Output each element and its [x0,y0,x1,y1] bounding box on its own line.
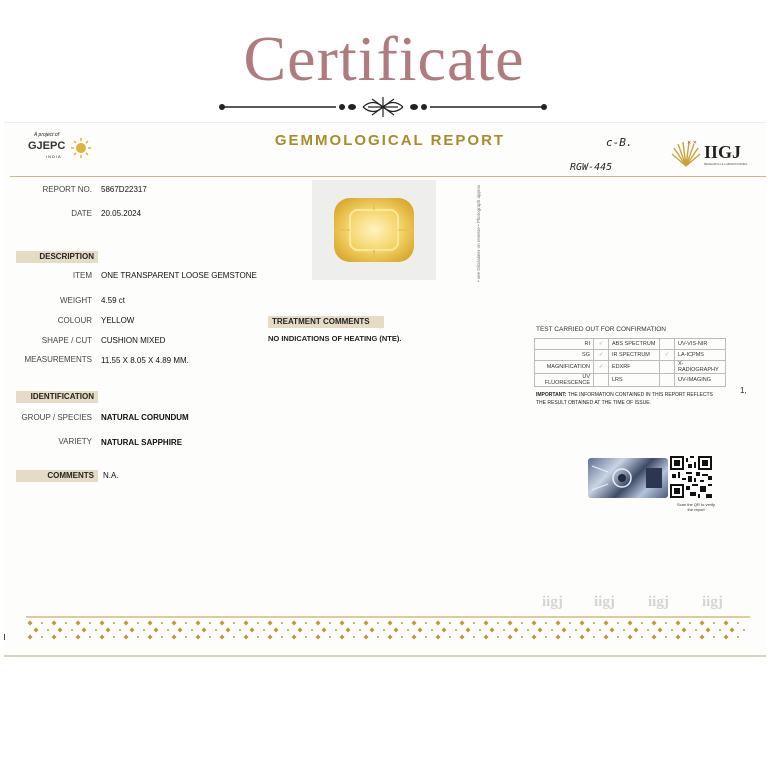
treatment-value: NO INDICATIONS OF HEATING (NTE). [268,334,402,343]
hologram-pattern-icon [588,458,668,498]
item-value: ONE TRANSPARENT LOOSE GEMSTONE [101,271,257,280]
handwritten-note-2: RGW-445 [570,162,613,173]
report-date: 20.05.2024 [101,209,142,218]
shape-cut-value: CUSHION MIXED [101,336,166,345]
side-mark: 1, [740,386,747,395]
watermark-iigj: iigj [648,594,669,610]
iigj-sunburst-icon [670,138,702,168]
tests-heading: TEST CARRIED OUT FOR CONFIRMATION [536,326,667,333]
comments-value: N.A. [103,471,119,480]
photo-disclaimer: • see Disclaimer on reverse • Photograph approx [476,184,481,282]
measurements-label: MEASUREMENTS [24,355,92,364]
colour-value: YELLOW [101,316,135,325]
colour-label: COLOUR [57,316,92,325]
iigj-logo [670,136,750,172]
edge-mark [4,634,5,640]
item-label: ITEM [72,271,92,280]
watermark-iigj: iigj [702,594,723,610]
watermark-iigj: iigj [594,594,615,610]
weight-label: WEIGHT [60,296,92,305]
tests-table [534,338,726,387]
header-rule [10,176,766,177]
gold-border-pattern [26,616,750,642]
table-row: MAGNIFICATION ✓ EDXRF X-RADIOGRAPHY [535,361,726,374]
important-notice: IMPORTANT: THE INFORMATION CONTAINED IN THIS REPORT REFLECTS THE RESULT OBTAINED AT THE TIME OF ISSUE. [536,392,713,406]
report-number: 5867D22317 [101,185,147,194]
hologram-seal [588,458,668,498]
group-species-value: NATURAL CORUNDUM [101,413,189,422]
yellow-sapphire-image [312,180,436,280]
qr-code-icon[interactable] [670,456,712,498]
treatment-heading: TREATMENT COMMENTS [268,316,384,328]
gjepc-country: INDIA [46,154,62,159]
variety-label: VARIETY [58,437,92,446]
weight-value: 4.59 ct [101,296,126,305]
qr-caption: Scan the QR to verify the report [676,502,715,512]
description-heading: DESCRIPTION [16,251,98,263]
report-number-label: REPORT NO. [42,185,92,194]
certificate-title: Certificate [243,23,525,94]
handwritten-note-1: c-B. [606,136,633,149]
iigj-subtitle: RESEARCH & LABORATORIES [704,162,748,166]
svg-text:✕ ✕: ✕ ✕ [687,140,697,146]
table-row: RI ✓ ABS SPECTRUM UV-VIS-NIR [535,339,726,350]
gemstone-photo [312,180,436,280]
comments-heading: COMMENTS [16,470,98,482]
measurements-value: 11.55 X 8.05 X 4.89 MM. [101,356,189,365]
watermark-iigj: iigj [542,594,563,610]
variety-value: NATURAL SAPPHIRE [101,438,183,447]
date-label: DATE [71,209,92,218]
ornamental-divider [218,96,548,118]
identification-heading: IDENTIFICATION [16,391,98,403]
iigj-wordmark: IIGJ [704,142,742,162]
table-row: SG ✓ IR SPECTRUM ✓ LA-ICPMS [535,350,726,361]
report-title: GEMMOLOGICAL REPORT [274,132,506,149]
group-species-label: GROUP / SPECIES [21,413,92,422]
gjepc-name: GJEPC [28,140,66,152]
gjepc-project-label: A project of [34,132,60,138]
table-row: UV FLUORESCENCE LRS UV-IMAGING [535,374,726,387]
shape-cut-label: SHAPE / CUT [41,336,92,345]
